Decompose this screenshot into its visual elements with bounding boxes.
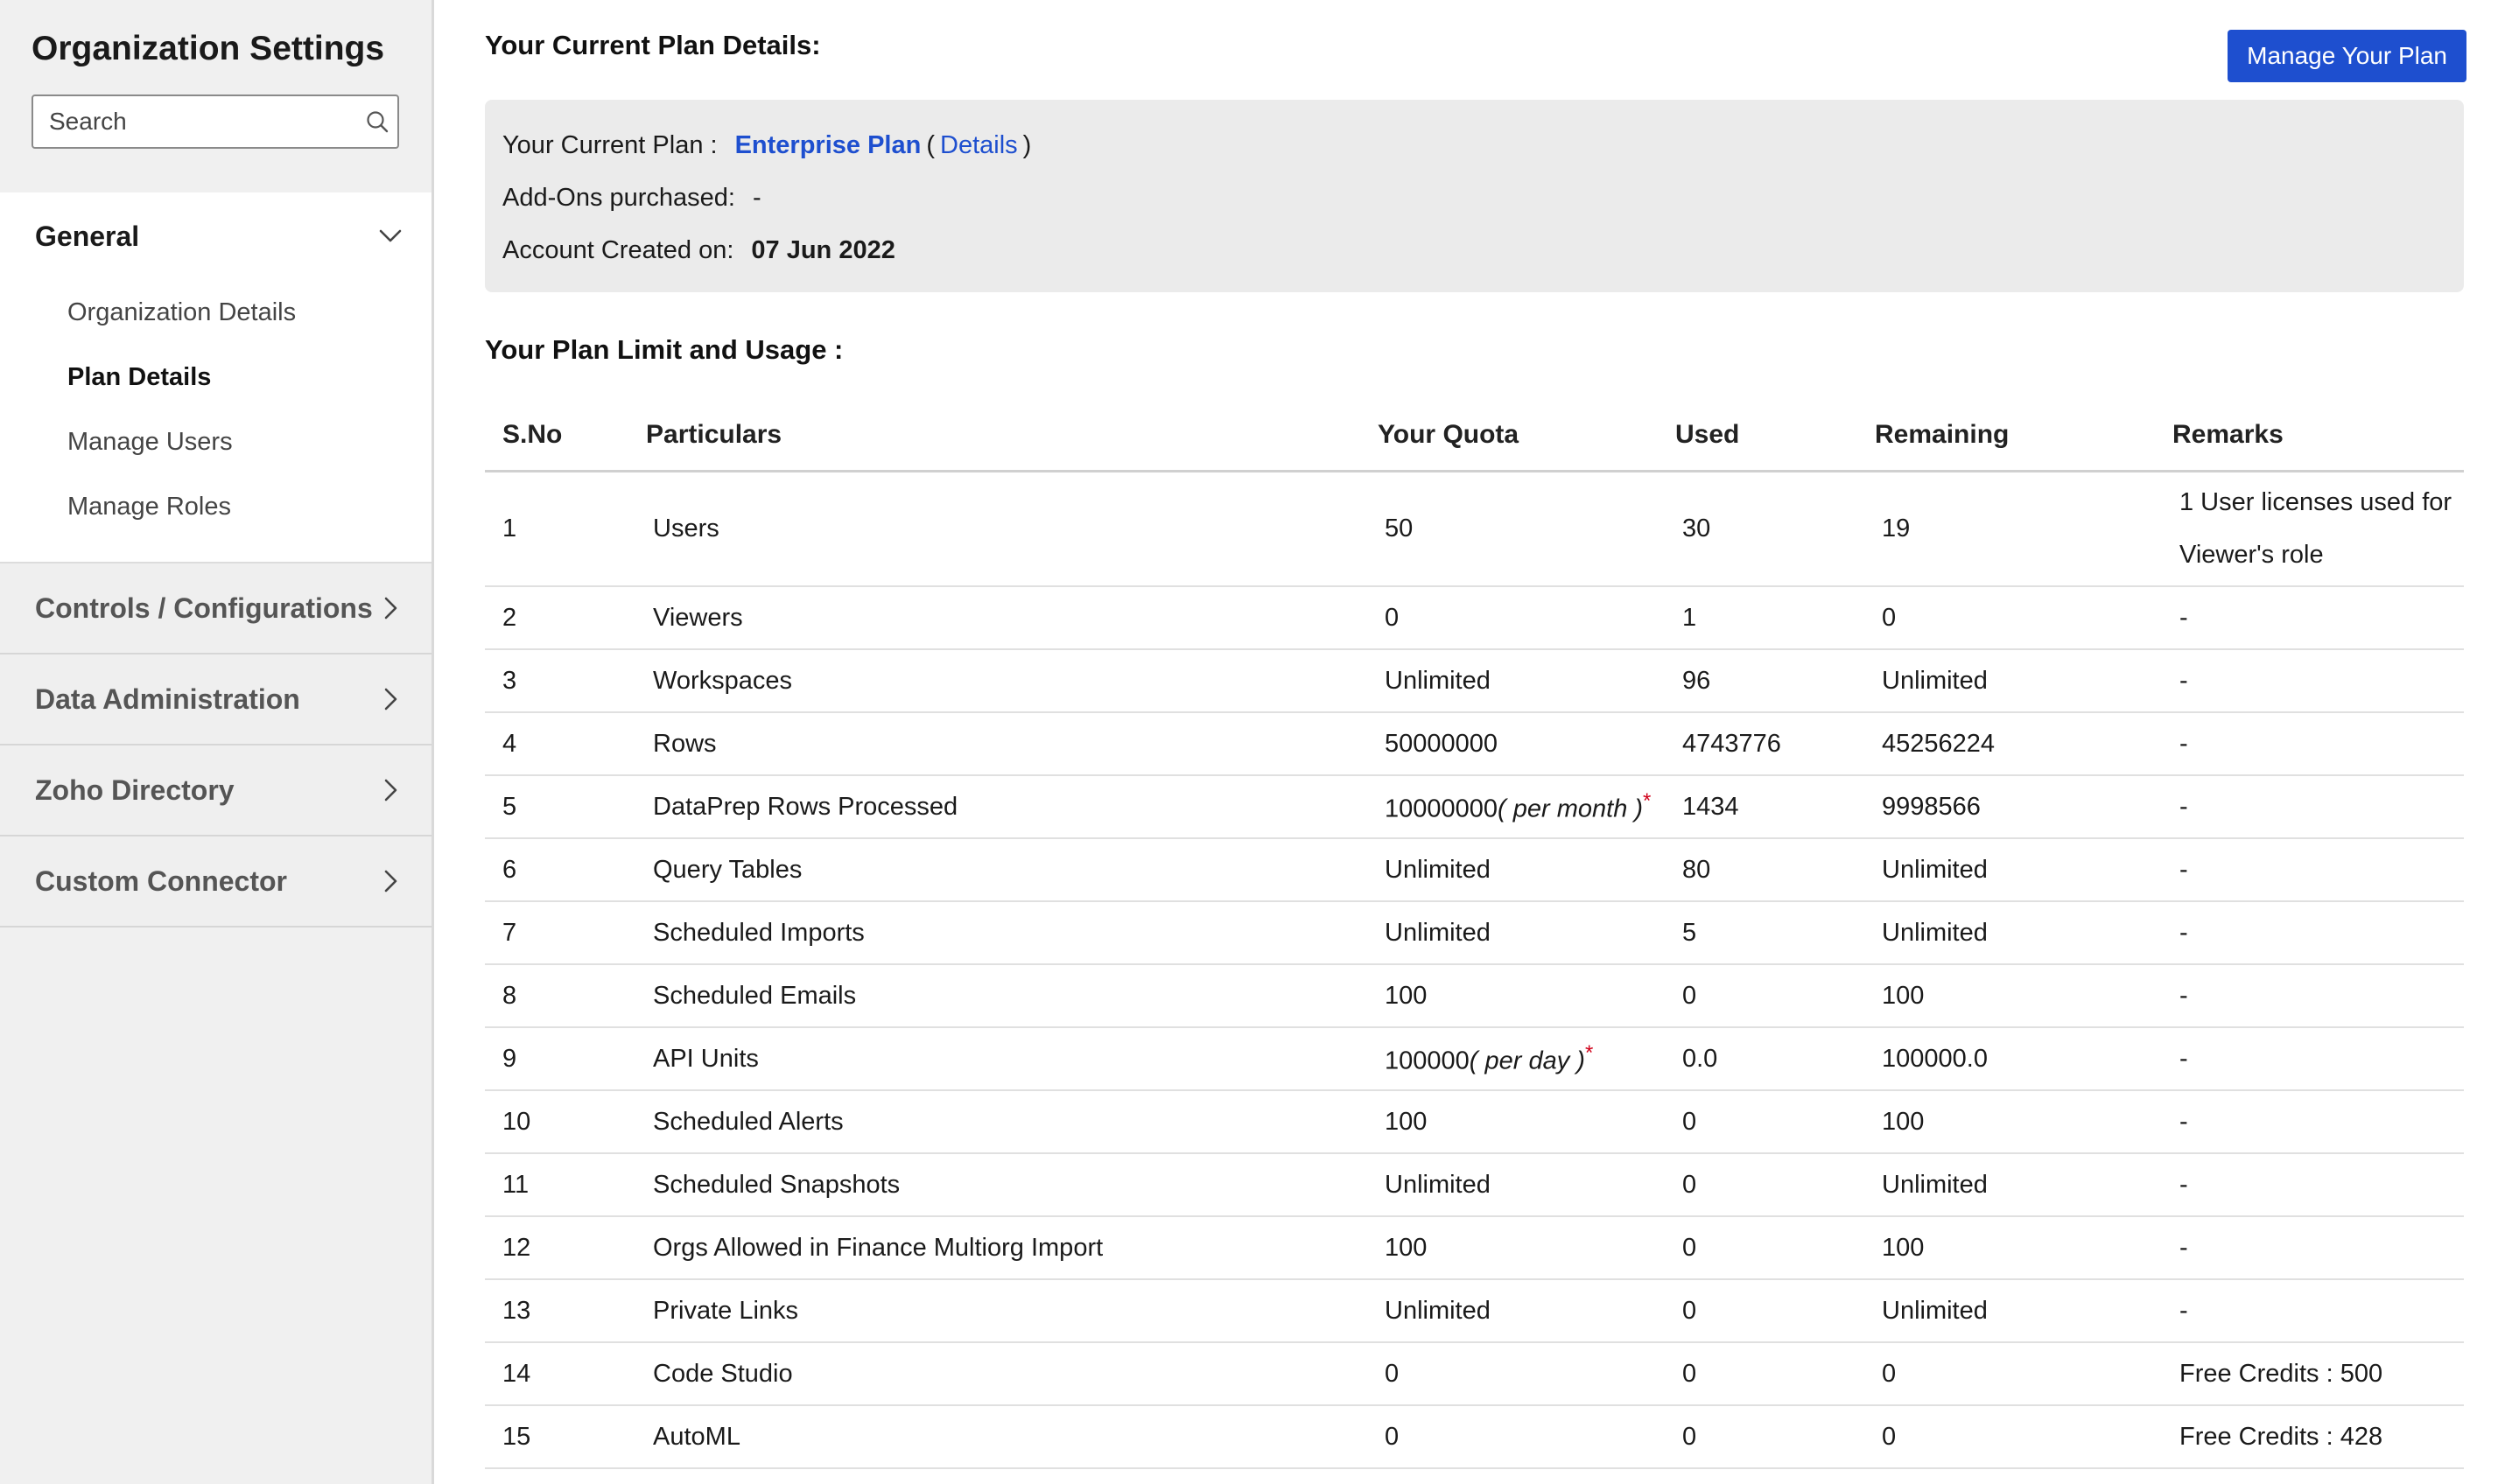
header-particulars: Particulars [628, 401, 1360, 471]
cell-remaining: Unlimited [1857, 1279, 2155, 1342]
section-zoho-directory-toggle[interactable] [0, 746, 432, 835]
sidebar-search[interactable] [32, 94, 399, 149]
quota-unit: ( per month ) [1498, 794, 1644, 823]
sidebar-title: Organization Settings [32, 30, 385, 67]
cell-particular: Query Tables [628, 838, 1360, 901]
sidebar-item-manage-roles[interactable]: Manage Roles [67, 492, 231, 521]
cell-remarks: - [2155, 838, 2464, 901]
quota-value: 100 [1385, 1233, 1428, 1262]
cell-remaining: 19 [1857, 471, 2155, 586]
table-row [485, 838, 2464, 901]
sidebar-section-zoho-directory [0, 746, 432, 836]
cell-remaining: 100 [1857, 1216, 2155, 1279]
cell-used: 5 [1658, 901, 1857, 964]
cell-remarks: Free Credits : 500 [2155, 1342, 2464, 1405]
table-row [485, 1279, 2464, 1342]
quota-value: 100 [1385, 1107, 1428, 1136]
cell-particular: Viewers [628, 586, 1360, 649]
cell-sno: 6 [485, 838, 628, 901]
sidebar-item-manage-users[interactable]: Manage Users [67, 427, 233, 456]
cell-particular: Scheduled Alerts [628, 1090, 1360, 1153]
cell-remarks: Free Credits : 428 [2155, 1405, 2464, 1468]
cell-sno: 11 [485, 1153, 628, 1216]
cell-remarks: - [2155, 901, 2464, 964]
cell-particular: Scheduled Imports [628, 901, 1360, 964]
cell-used: 0.0 [1658, 1027, 1857, 1090]
chevron-right-icon[interactable] [375, 684, 405, 714]
cell-particular: Private Links [628, 1279, 1360, 1342]
cell-used: 0 [1658, 1342, 1857, 1405]
quota-value: Unlimited [1385, 1170, 1491, 1199]
cell-remaining: 0 [1857, 1405, 2155, 1468]
page-header [485, 0, 2466, 82]
sidebar-section-general [0, 192, 432, 564]
cell-used: 0 [1658, 1216, 1857, 1279]
cell-quota [1360, 1090, 1658, 1153]
cell-sno: 5 [485, 775, 628, 838]
table-row [485, 1090, 2464, 1153]
sidebar-section-data-administration [0, 654, 432, 746]
cell-particular: Users [628, 471, 1360, 586]
cell-remaining: 0 [1857, 586, 2155, 649]
current-plan-link[interactable]: Enterprise Plan [734, 130, 922, 159]
cell-quota [1360, 1153, 1658, 1216]
page-title: Your Current Plan Details: [485, 30, 821, 60]
cell-quota [1360, 1216, 1658, 1279]
quota-value: 50000000 [1385, 729, 1498, 758]
cell-particular: AutoML [628, 1405, 1360, 1468]
cell-quota [1360, 649, 1658, 712]
account-created-label: Account Created on: [502, 235, 734, 264]
required-asterisk-icon: * [1584, 1041, 1594, 1066]
cell-quota [1360, 1279, 1658, 1342]
table-body [485, 471, 2464, 1468]
cell-remaining: 100000.0 [1857, 1027, 2155, 1090]
quota-value: 0 [1385, 603, 1400, 632]
section-data-administration-toggle[interactable] [0, 654, 432, 744]
chevron-right-icon[interactable] [375, 866, 405, 896]
sidebar-item-organization-details[interactable]: Organization Details [67, 298, 297, 326]
required-asterisk-icon: * [1643, 789, 1652, 814]
cell-used: 0 [1658, 1153, 1857, 1216]
cell-quota [1360, 775, 1658, 838]
cell-remaining: Unlimited [1857, 901, 2155, 964]
sidebar-item-plan-details[interactable]: Plan Details [67, 362, 212, 391]
header-quota: Your Quota [1360, 401, 1658, 471]
account-created-value: 07 Jun 2022 [751, 235, 895, 264]
cell-particular: Orgs Allowed in Finance Multiorg Import [628, 1216, 1360, 1279]
section-controls-label: Controls / Configurations [35, 592, 373, 624]
cell-quota [1360, 712, 1658, 775]
sidebar-section-controls [0, 564, 432, 654]
cell-remarks: - [2155, 586, 2464, 649]
manage-plan-button[interactable]: Manage Your Plan [2228, 30, 2466, 82]
cell-particular: Scheduled Snapshots [628, 1153, 1360, 1216]
cell-sno: 13 [485, 1279, 628, 1342]
quota-unit: ( per day ) [1469, 1046, 1585, 1075]
cell-remaining: Unlimited [1857, 838, 2155, 901]
sidebar-section-custom-connector [0, 836, 432, 928]
table-row [485, 964, 2464, 1027]
cell-remarks: - [2155, 1279, 2464, 1342]
addons-value: - [752, 183, 761, 212]
cell-remarks: - [2155, 1027, 2464, 1090]
table-row [485, 471, 2464, 586]
chevron-right-icon[interactable] [375, 775, 405, 805]
cell-quota [1360, 964, 1658, 1027]
cell-used: 1 [1658, 586, 1857, 649]
cell-sno: 10 [485, 1090, 628, 1153]
cell-particular: Scheduled Emails [628, 964, 1360, 1027]
cell-remaining: 100 [1857, 964, 2155, 1027]
cell-remarks: - [2155, 649, 2464, 712]
quota-value: 100 [1385, 981, 1428, 1010]
cell-remaining: 9998566 [1857, 775, 2155, 838]
cell-remarks: - [2155, 1090, 2464, 1153]
section-controls-toggle[interactable] [0, 564, 432, 653]
table-row [485, 1342, 2464, 1405]
cell-used: 4743776 [1658, 712, 1857, 775]
quota-value: 100000 [1385, 1046, 1470, 1075]
cell-particular: API Units [628, 1027, 1360, 1090]
cell-sno: 8 [485, 964, 628, 1027]
settings-sidebar [0, 0, 434, 1484]
header-used: Used [1658, 401, 1857, 471]
section-data-administration-label: Data Administration [35, 682, 300, 715]
quota-value: 10000000 [1385, 794, 1498, 823]
table-row [485, 649, 2464, 712]
cell-quota [1360, 1405, 1658, 1468]
cell-remaining: Unlimited [1857, 649, 2155, 712]
cell-sno: 12 [485, 1216, 628, 1279]
cell-remarks: - [2155, 1216, 2464, 1279]
cell-remarks: - [2155, 964, 2464, 1027]
section-general-toggle[interactable] [0, 192, 432, 280]
table-row [485, 712, 2464, 775]
cell-remaining: 45256224 [1857, 712, 2155, 775]
section-general-label: General [35, 220, 140, 252]
cell-remaining: 100 [1857, 1090, 2155, 1153]
cell-sno: 2 [485, 586, 628, 649]
account-created-row [502, 224, 2446, 276]
cell-quota [1360, 586, 1658, 649]
chevron-down-icon[interactable] [375, 221, 405, 251]
cell-remaining: 0 [1857, 1342, 2155, 1405]
section-zoho-directory-label: Zoho Directory [35, 774, 235, 806]
cell-remarks: - [2155, 712, 2464, 775]
table-row [485, 1027, 2464, 1090]
table-row [485, 775, 2464, 838]
addons-label: Add-Ons purchased: [502, 183, 735, 212]
cell-quota [1360, 838, 1658, 901]
addons-row [502, 172, 2446, 224]
quota-value: Unlimited [1385, 1296, 1491, 1325]
cell-used: 30 [1658, 471, 1857, 586]
current-plan-label: Your Current Plan : [502, 130, 718, 159]
current-plan-row [502, 119, 2446, 172]
cell-used: 0 [1658, 1090, 1857, 1153]
cell-quota [1360, 1342, 1658, 1405]
cell-remarks: - [2155, 775, 2464, 838]
plan-usage-table [485, 401, 2464, 1469]
usage-section-title: Your Plan Limit and Usage : [485, 334, 844, 365]
header-sno: S.No [485, 401, 628, 471]
close-paren: ) [1022, 130, 1032, 159]
cell-used: 0 [1658, 964, 1857, 1027]
cell-sno: 4 [485, 712, 628, 775]
plan-details-link[interactable]: Details [940, 130, 1018, 159]
section-custom-connector-label: Custom Connector [35, 864, 287, 897]
table-row [485, 1153, 2464, 1216]
cell-used: 96 [1658, 649, 1857, 712]
table-row [485, 1405, 2464, 1468]
quota-value: Unlimited [1385, 918, 1491, 947]
cell-used: 80 [1658, 838, 1857, 901]
cell-remarks: - [2155, 1153, 2464, 1216]
cell-used: 0 [1658, 1405, 1857, 1468]
plan-details-page [434, 0, 2519, 1484]
table-row [485, 901, 2464, 964]
cell-particular: DataPrep Rows Processed [628, 775, 1360, 838]
quota-value: 0 [1385, 1359, 1400, 1388]
search-icon[interactable] [365, 108, 389, 136]
cell-used: 1434 [1658, 775, 1857, 838]
cell-sno: 15 [485, 1405, 628, 1468]
cell-remaining: Unlimited [1857, 1153, 2155, 1216]
table-row [485, 586, 2464, 649]
cell-sno: 1 [485, 471, 628, 586]
cell-quota [1360, 471, 1658, 586]
chevron-right-icon[interactable] [375, 593, 405, 623]
cell-quota [1360, 1027, 1658, 1090]
quota-value: 50 [1385, 514, 1414, 542]
quota-value: Unlimited [1385, 855, 1491, 884]
section-custom-connector-toggle[interactable] [0, 836, 432, 926]
open-paren: ( [926, 130, 935, 159]
cell-used: 0 [1658, 1279, 1857, 1342]
table-row [485, 1216, 2464, 1279]
sidebar-header [0, 0, 432, 192]
header-remarks: Remarks [2155, 401, 2464, 471]
cell-remarks: 1 User licenses used for Viewer's role [2155, 471, 2464, 586]
quota-value: Unlimited [1385, 666, 1491, 695]
quota-value: 0 [1385, 1422, 1400, 1451]
cell-particular: Code Studio [628, 1342, 1360, 1405]
cell-sno: 3 [485, 649, 628, 712]
cell-particular: Rows [628, 712, 1360, 775]
current-plan-summary [485, 100, 2464, 292]
cell-particular: Workspaces [628, 649, 1360, 712]
cell-quota [1360, 901, 1658, 964]
search-input[interactable] [49, 108, 365, 136]
cell-sno: 14 [485, 1342, 628, 1405]
cell-sno: 7 [485, 901, 628, 964]
table-header-row [485, 401, 2464, 471]
header-remaining: Remaining [1857, 401, 2155, 471]
cell-sno: 9 [485, 1027, 628, 1090]
